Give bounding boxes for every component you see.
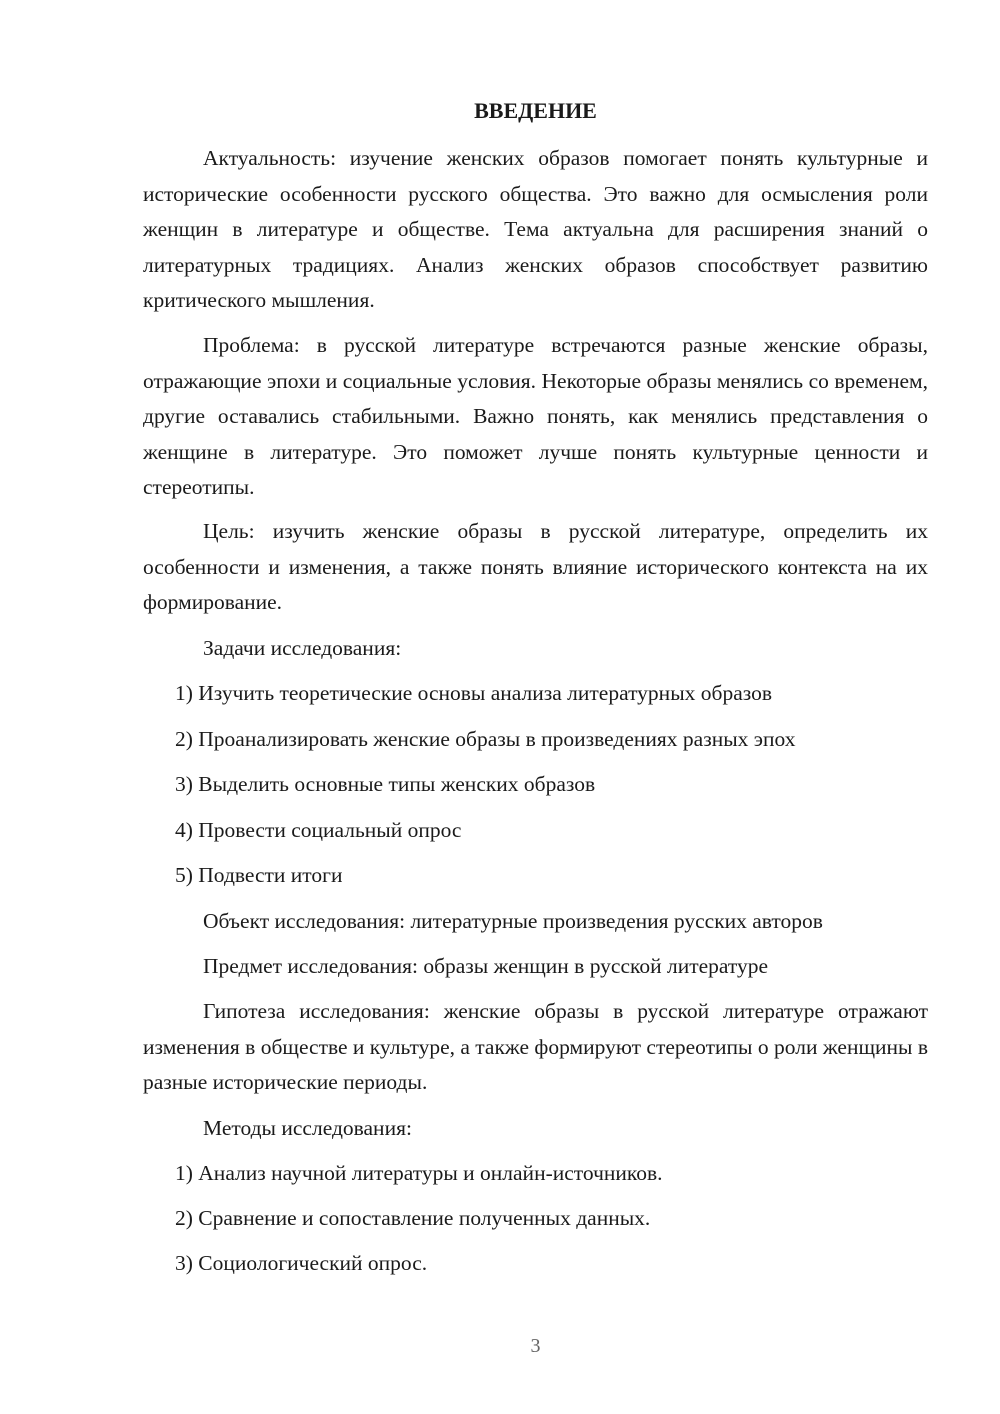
method-item: 1) Анализ научной литературы и онлайн-источников. [175,1161,663,1185]
hypothesis-paragraph: Гипотеза исследования: женские образы в русской литературе отражают изменения в обществе и культуре, а также формируют стереотипы о роли женщины в разные исторические периоды. [143,999,928,1094]
method-item: 3) Социологический опрос. [175,1251,428,1275]
task-item: 3) Выделить основные типы женских образов [175,772,596,796]
page-number: 3 [530,1335,541,1357]
problem-paragraph: Проблема: в русской литературе встречаются разные женские образы, отражающие эпохи и социальные условия. Некоторые образы менялись со временем, другие оставались стабильными. Важно понять, как менялись представления о женщине в литературе. Это поможет лучше понять культурные ценности и стереотипы. [143,333,928,499]
goal-paragraph: Цель: изучить женские образы в русской литературе, определить их особенности и изменения, а также понять влияние исторического контекста на их формирование. [143,519,928,614]
task-item: 4) Провести социальный опрос [175,818,462,842]
task-item: 5) Подвести итоги [175,863,343,887]
object-line: Объект исследования: литературные произведения русских авторов [203,909,823,933]
relevance-paragraph: Актуальность: изучение женских образов помогает понять культурные и исторические особенности русского общества. Это важно для осмысления роли женщин в литературе и обществе. Тема актуальна для расширения знаний о литературных традициях. Анализ женских образов способствует развитию критического мышления. [143,146,928,312]
document-page [143,0,928,1414]
methods-heading: Методы исследования: [203,1116,412,1140]
method-item: 2) Сравнение и сопоставление полученных данных. [175,1206,651,1230]
subject-line: Предмет исследования: образы женщин в русской литературе [203,954,769,978]
task-item: 1) Изучить теоретические основы анализа литературных образов [175,681,773,705]
tasks-heading: Задачи исследования: [203,636,402,660]
section-heading: ВВЕДЕНИЕ [474,98,597,123]
task-item: 2) Проанализировать женские образы в произведениях разных эпох [175,727,796,751]
